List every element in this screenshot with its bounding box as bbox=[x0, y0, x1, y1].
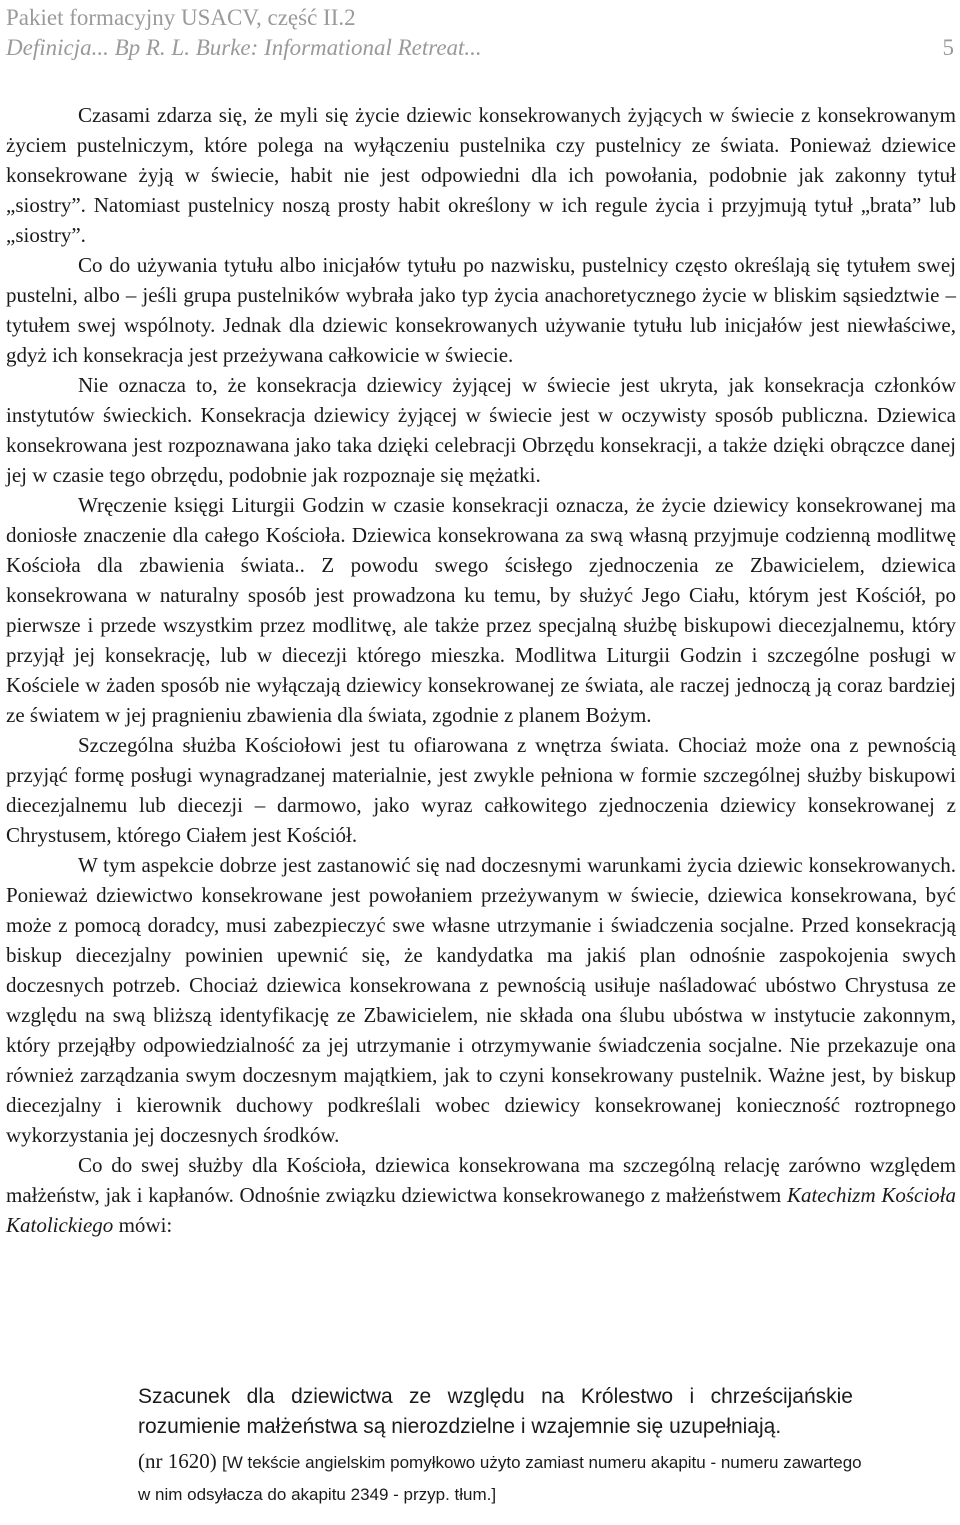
paragraph-last bbox=[6, 1150, 956, 1240]
paragraph-text-end: mówi: bbox=[113, 1213, 173, 1237]
page-number: 5 bbox=[942, 35, 954, 60]
running-header-subtitle-text: Definicja... Bp R. L. Burke: Informational Retreat... bbox=[6, 35, 482, 60]
translator-note-text: [W tekście angielskim pomyłkowo użyto zamiast numeru akapitu - numeru zawartego w nim odsyłacza do akapitu 2349 - przyp. tłum.] bbox=[138, 1453, 862, 1504]
translator-note bbox=[138, 1446, 868, 1510]
catechism-title: Katechizm Kościoła Katolickiego bbox=[6, 1183, 957, 1237]
running-header-title: Pakiet formacyjny USACV, część II.2 bbox=[6, 5, 356, 30]
paragraph-text: Co do swej służby dla Kościoła, dziewica konsekrowana ma szczególną relację zarówno względem małżeństw, jak i kapłanów. Odnośnie związku dziewictwa konsekrowanego z małżeństwem bbox=[6, 1153, 956, 1207]
quote-text: Szacunek dla dziewictwa ze względu na Królestwo i chrześcijańskie rozumienie małżeństwa są nierozdzielne i wzajemnie się uzupełniają. bbox=[138, 1385, 853, 1438]
running-header-subtitle bbox=[6, 34, 954, 62]
paragraph: Szczególna służba Kościołowi jest tu ofiarowana z wnętrza świata. Chociaż może ona z pewnością przyjąć formę posługi wynagradzanej materialnie, jest zwykle pełniona w formie szczególnej służby biskupowi diecezjalnemu lub diecezji – darmowo, jako wyraz całkowitego zjednoczenia dziewicy konsekrowanej z Chrystusem, którego Ciałem jest Kościół. bbox=[6, 733, 956, 847]
block-quote bbox=[138, 1382, 853, 1442]
body-text bbox=[6, 100, 956, 1240]
paragraph: W tym aspekcie dobrze jest zastanowić się nad doczesnymi warunkami życia dziewic konsekrowanych. Ponieważ dziewictwo konsekrowane jest powołaniem przeżywanym w świecie, dziewica konsekrowana, być może z pomocą doradcy, musi zabezpieczyć swe własne utrzymanie i świadczenia socjalne. Przed konsekracją biskup diecezjalny powinien upewnić się, że kandydatka ma jakiś plan odnośnie zaspokojenia swych doczesnych potrzeb. Chociaż dziewica konsekrowana z pewnością usiłuje naśladować ubóstwo Chrystusa ze względu na swą bliższą identyfikację ze Zbawicielem, nie składa ona ślubu ubóstwa w instytucie zakonnym, który przejąłby odpowiedzialność za jej utrzymanie i otrzymywanie świadczenia socjalne. Nie przekazuje ona również zarządzania swym doczesnym majątkiem, jak to czyni konsekrowany pustelnik. Ważne jest, by biskup diecezjalny i kierownik duchowy podkreślali wobec dziewicy konsekrowanej konieczność roztropnego wykorzystania jej doczesnych środków. bbox=[6, 853, 956, 1147]
paragraph: Co do używania tytułu albo inicjałów tytułu po nazwisku, pustelnicy często określają się tytułem swej pustelni, albo – jeśli grupa pustelników wybrała jako typ życia anachoretycznego życie w bliskim sąsiedztwie – tytułem swej wspólnoty. Jednak dla dziewic konsekrowanych używanie tytułu lub inicjałów jest niewłaściwe, gdyż ich konsekracja jest przeżywana całkowicie w świecie. bbox=[6, 253, 956, 367]
paragraph-reference: (nr 1620) bbox=[138, 1449, 222, 1473]
paragraph: Czasami zdarza się, że myli się życie dziewic konsekrowanych żyjących w świecie z konsekrowanym życiem pustelniczym, które polega na wyłączeniu pustelnika czy pustelnicy ze świata. Ponieważ dziewice konsekrowane żyją w świecie, habit nie jest odpowiedni dla ich powołania, podobnie jak zakonny tytuł „siostry”. Natomiast pustelnicy noszą prosty habit określony w ich regule życia i przyjmują tytuł „brata” lub „siostry”. bbox=[6, 103, 956, 247]
paragraph: Nie oznacza to, że konsekracja dziewicy żyjącej w świecie jest ukryta, jak konsekracja członków instytutów świeckich. Konsekracja dziewicy żyjącej w świecie jest w oczywisty sposób publiczna. Dziewica konsekrowana jest rozpoznawana jako taka dzięki celebracji Obrzędu konsekracji, a także dzięki obrączce danej jej w czasie tego obrzędu, podobnie jak rozpoznaje się mężatki. bbox=[6, 373, 956, 487]
paragraph: Wręczenie księgi Liturgii Godzin w czasie konsekracji oznacza, że życie dziewicy konsekrowanej ma doniosłe znaczenie dla całego Kościoła. Dziewica konsekrowana za swą własną przyjmuje codzienną modlitwę Kościoła dla zbawienia świata.. Z powodu swego ścisłego zjednoczenia ze Zbawicielem, dziewica konsekrowana w naturalny sposób jest prowadzona ku temu, by służyć Jego Ciału, którym jest Kościół, po pierwsze i przede wszystkim przez modlitwę, ale także przez specjalną służbę biskupowi diecezjalnemu, który przyjął jej konsekrację, lub w diecezji którego mieszka. Modlitwa Liturgii Godzin i szczególne posługi w Kościele w żaden sposób nie wyłączają dziewicy konsekrowanej ze świata, ale raczej jednoczą ją coraz bardziej ze światem w jej pragnieniu zbawienia dla świata, zgodnie z planem Bożym. bbox=[6, 493, 956, 727]
